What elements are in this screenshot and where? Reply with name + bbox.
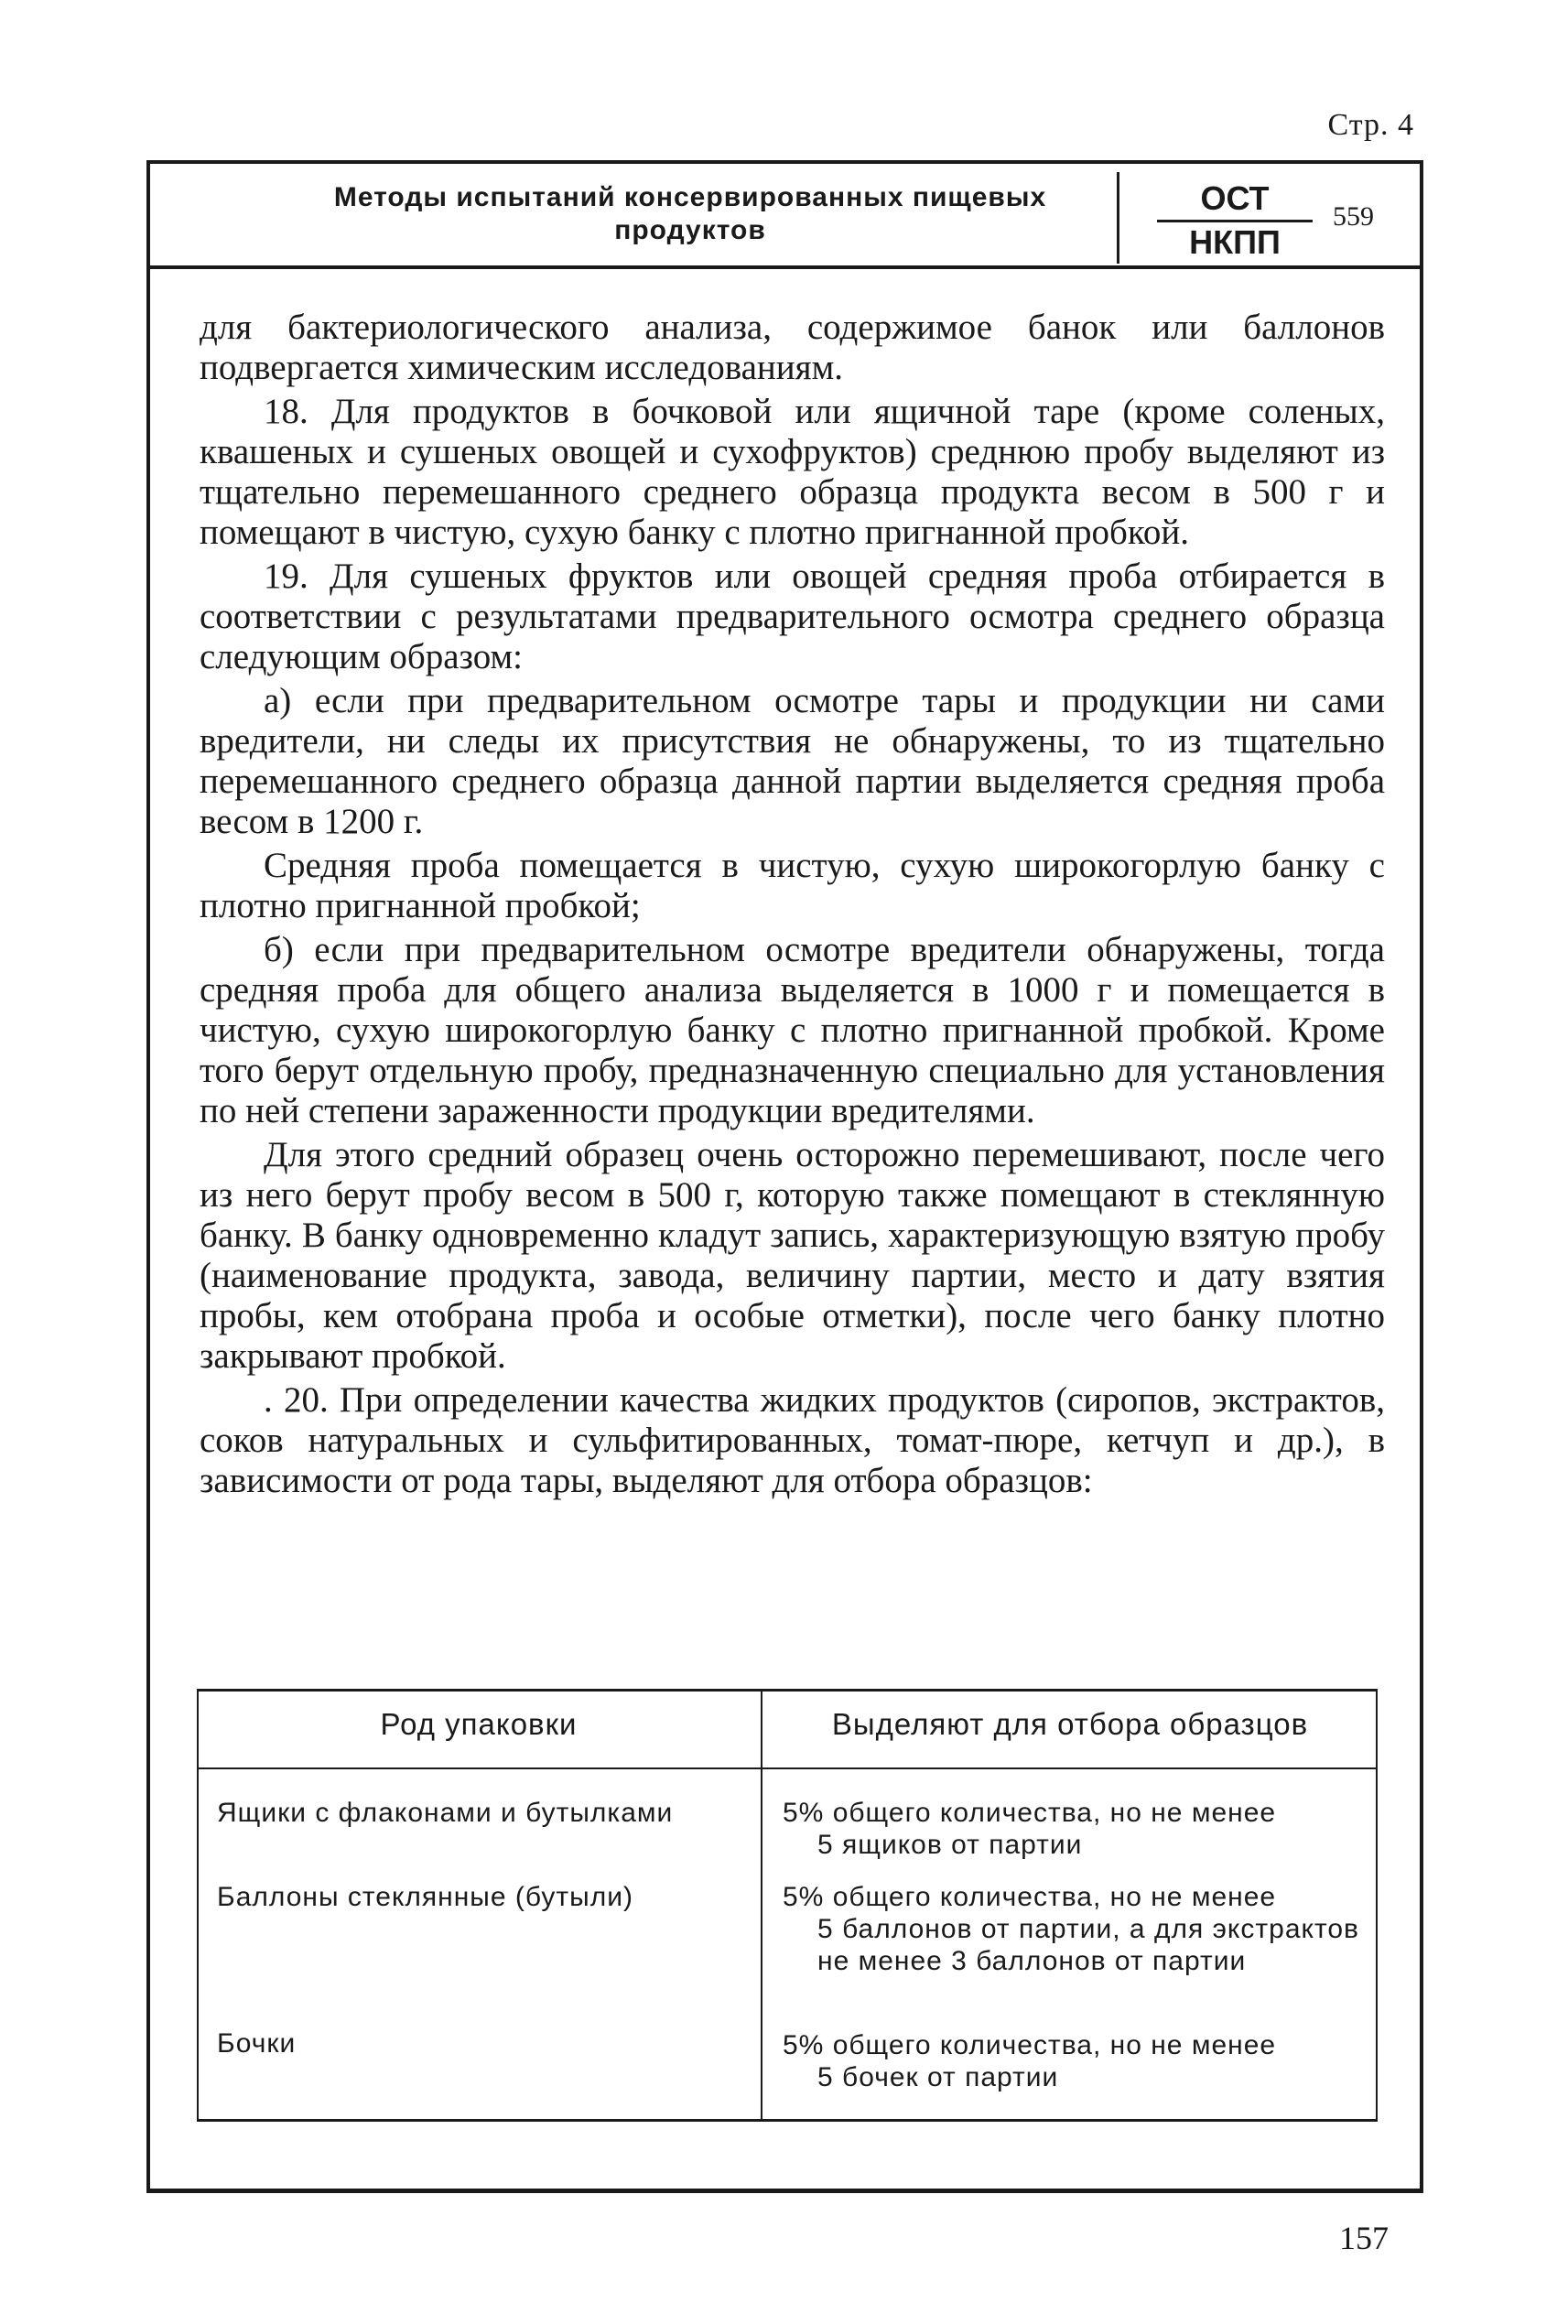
table-cell-samples-line1: 5% общего количества, но не менее [783,2030,1277,2060]
table-cell-samples-line1: 5% общего количества, но не менее [783,1798,1277,1828]
header-title-line1: Методы испытаний консервированных пищевых [333,182,1047,212]
paragraph-19a-cont: Средняя проба помещается в чистую, сухую широкогорлую банку с плотно пригнанной пробкой; [200,846,1385,925]
frame-bottom-border [146,2189,1423,2193]
paragraph-19b: б) если при предварительном осмотре вредители обнаружены, тогда средняя проба для общего анализа выделяется в 1000 г и помещается в чистую, сухую широкогорлую банку с плотно пригнанной пробкой. Кроме того берут отдельную пробу, предназначенную специально для установления по ней степени зараженности продукции вредителями. [200,930,1385,1130]
table-cell-samples-rest: 5 бочек от партии [817,2062,1059,2092]
table-cell-samples-rest: 5 ящиков от партии [817,1830,1083,1860]
header-title [232,181,1148,247]
page-label: Стр. 4 [1327,108,1414,142]
table-cell-samples [783,2029,1359,2093]
table-top-rule [197,1689,1378,1692]
frame-right-border [1420,160,1423,2192]
table-right-border [1376,1692,1378,2119]
table-cell-package: Бочки [217,2028,297,2059]
standard-code-fraction-line [1157,220,1313,222]
frame-top-border [146,160,1423,164]
standard-code [1157,179,1374,262]
paragraph-20: . 20. При определении качества жидких продуктов (сиропов, экстрактов, соков натуральных и сульфитированных, томат-пюре, кетчуп и др.), в зависимости от рода тары, выделяют для отбора образцов: [200,1380,1385,1500]
table-header-rule [197,1767,1378,1769]
table-cell-package: Баллоны стеклянные (бутыли) [217,1882,633,1912]
table-cell-samples [783,1881,1359,1977]
table-left-border [197,1692,199,2119]
standard-code-bottom: НКПП [1189,223,1281,261]
table-cell-samples-line1: 5% общего количества, но не менее [783,1882,1277,1912]
header-title-line2: продуктов [614,215,766,245]
table-cell-package: Ящики с флаконами и бутылками [217,1798,674,1828]
table-header-samples: Выделяют для отбора образцов [831,1707,1309,1741]
table-cell-samples-rest: 5 баллонов от партии, а для экстрактов не менее 3 баллонов от партии [817,1914,1359,1976]
table-column-divider [761,1692,762,2119]
packaging-table [197,1689,1378,2124]
header-rule [150,265,1420,269]
paragraph-18: 18. Для продуктов в бочковой или ящичной таре (кроме соленых, квашеных и сушеных овощей и сухофруктов) среднюю пробу выделяют из тщательно перемешанного среднего образца продукта весом в 500 г и помещают в чистую, сухую банку с плотно пригнанной пробкой. [200,392,1385,552]
header-separator [1117,172,1119,264]
paragraph-19a: а) если при предварительном осмотре тары и продукции ни сами вредители, ни следы их присутствия не обнаружены, то из тщательно перемешанного среднего образца данной партии выделяется средняя проба весом в 1200 г. [200,681,1385,841]
table-header-package: Род упаковки [380,1707,578,1741]
standard-code-top: ОСТ [1200,179,1270,217]
document-body [200,308,1385,1505]
document-header [150,165,1420,265]
table-bottom-rule [197,2119,1378,2122]
table-cell-samples [783,1797,1359,1861]
paragraph-19b-cont: Для этого средний образец очень осторожно перемешивают, после чего из него берут пробу весом в 500 г, которую также помещают в стеклянную банку. В банку одновременно кладут запись, характеризующую взятую пробу (наименование продукта, завода, величину партии, место и дату взятия пробы, кем отобрана проба и особые отметки), после чего банку плотно закрывают пробкой. [200,1135,1385,1376]
paragraph-19: 19. Для сушеных фруктов или овощей средняя проба отбирается в соответствии с результатами предварительного осмотра среднего образца следующим образом: [200,557,1385,676]
standard-number: 559 [1333,201,1374,232]
paragraph-continuation: для бактериологического анализа, содержимое банок или баллонов подвергается химическим исследованиям. [200,308,1385,387]
frame-left-border [146,160,150,2192]
page-number: 157 [1339,2220,1389,2256]
